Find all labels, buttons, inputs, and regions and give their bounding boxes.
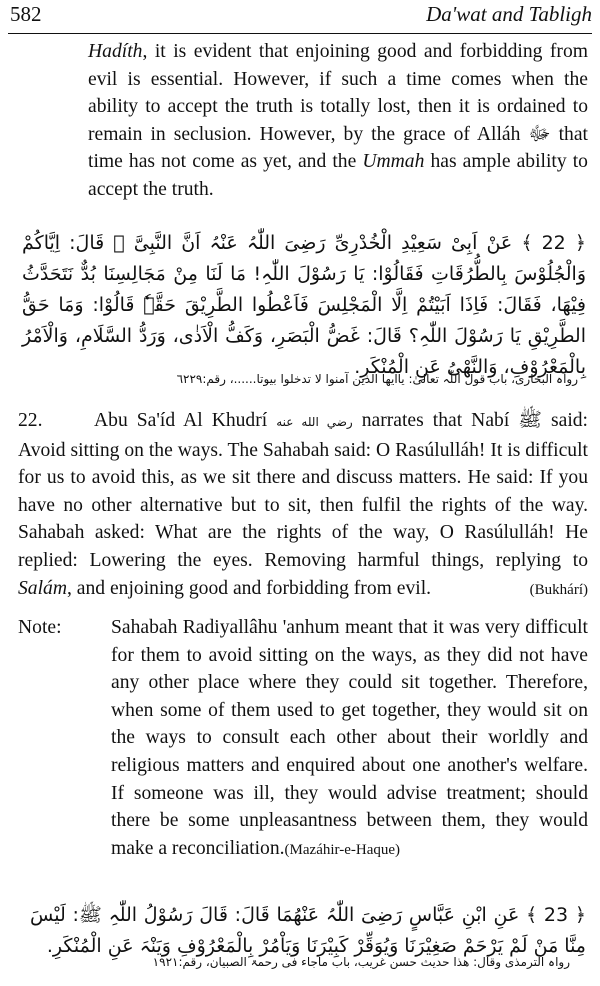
intro-text-1: , it is evident that enjoining good and forbidding from evil is essential. However, if such a time comes when the ability to accept the truth is totally lost, then it is ordained to remain in seclusion. However, by the grace of Alláh bbox=[88, 41, 588, 145]
note-label: Note: bbox=[18, 617, 62, 638]
note-source: (Mazáhir-e-Haque) bbox=[284, 841, 401, 858]
hadith-23-arabic-text: عَنِ ابْنِ عَبَّاسٍ رَضِیَ اللّٰہُ عَنْھُمَا قَالَ: قَالَ رَسُوْلُ اللّٰہِ ﷺ: لَیْسَ مِنَّا مَنْ لَمْ یَرْحَمْ صَغِیْرَنَا وَیُوَقِّرْ کَبِیْرَنَا وَیَاْمُرْ بِالْمَعْرُوْفِ وَیَنْہَ عَنِ الْمُنْکَرِ. bbox=[30, 904, 586, 957]
hadith-22-arabic bbox=[22, 228, 586, 383]
hadith-23-number-marker: ﴿ 23 ﴾ bbox=[526, 904, 586, 926]
hadith-22-arabic-reference: رواہ البخاری، باب قول اللّٰہ تعالیٰ: یاایھا الذین آمنوا لا تدخلوا بیوتا......، رقم:٦٢٢٩ bbox=[176, 372, 578, 386]
hadith-22-arabic-text: عَنْ اَبِیْ سَعِیْدِ الْخُدْرِیِّ رَضِیَ اللّٰہُ عَنْہُ اَنَّ النَّبِیَّ ﷺ قَالَ: اِیَّاکُمْ وَالْجُلُوْسَ بِالطُّرُقَاتِ فَقَالُوْا: یَا رَسُوْلَ اللّٰہِ! مَا لَنَا مِنْ مَجَالِسِنَا بُدٌّ نَتَحَدَّثُ فِیْھَا، فَقَالَ: فَاِذَا اَبَیْتُمْ اِلَّا الْمَجْلِسَ فَاَعْطُوا الطَّرِیْقَ حَقَّہٗ قَالُوْا: وَمَا حَقُّ الطَّرِیْقِ یَا رَسُوْلَ اللّٰہِ؟ قَالَ: غَضُّ الْبَصَرِ، وَکَفُّ الْاَذٰی، وَرَدُّ السَّلَامِ، وَالْاَمْرُ بِالْمَعْرُوْفِ، وَالنَّھْیُ عَنِ الْمُنْکَرِ. bbox=[22, 232, 586, 378]
hadith-22-number: 22. bbox=[18, 410, 43, 431]
intro-text-3: has ample ability to accept the truth. bbox=[88, 151, 588, 200]
intro-term-ummah: Ummah bbox=[362, 151, 425, 173]
hadith-22-text-1: Abu Sa'íd Al Khudrí bbox=[94, 410, 277, 431]
hadith-23-arabic bbox=[30, 900, 586, 962]
salallahu-symbol: ﷺ bbox=[518, 410, 542, 431]
hadith-22-translation bbox=[18, 407, 588, 604]
page-number: 582 bbox=[10, 2, 42, 26]
hadith-22-text-2: narrates that Nabí bbox=[352, 410, 519, 431]
hadith-22-source: (Bukhárí) bbox=[529, 581, 588, 598]
note-block bbox=[18, 614, 588, 864]
header-rule bbox=[8, 33, 592, 34]
hadith-22-text-4: , and enjoining good and forbidding from evil. bbox=[66, 577, 432, 599]
note-text bbox=[111, 614, 588, 864]
intro-term-hadith: Hadíth bbox=[88, 41, 143, 62]
hadith-22-term-salam: Salám bbox=[18, 577, 67, 599]
hadith-23-arabic-reference: رواہ الترمذی وقال: ھذا حدیث حسن غریب، باب ماجاء فی رحمۃ الصبیان، رقم:١٩٢١ bbox=[152, 955, 570, 969]
hadith-22-number-marker: ﴿ 22 ﴾ bbox=[521, 232, 586, 254]
intro-text-2: that time has not come as yet, and the bbox=[88, 123, 588, 173]
radiyallahu-anhu-symbol: رضي الله عنه bbox=[276, 415, 353, 429]
running-title: Da'wat and Tabligh bbox=[426, 2, 592, 26]
page-header bbox=[10, 2, 592, 32]
intro-paragraph bbox=[88, 38, 588, 204]
jalla-jalaluhu-symbol: ﷻ bbox=[528, 123, 551, 145]
note-body-text: Sahabah Radiyallâhu 'anhum meant that it was very difficult for them to avoid sitting on the ways, as they did not have any other place where they could sit together. Therefore, when some of them used to get together, they would sit on the ways to consult each other about their worldly and religious matters and enquired about one another's welfare. If someone was ill, they would advise treatment; should there be some unpleasantness between them, they would make a reconciliation. bbox=[111, 617, 588, 859]
hadith-22-text-3: said: Avoid sitting on the ways. The Sahabah said: O Rasúlulláh! It is difficult for us to avoid this, as we sit there and discuss matters. He said: If you have no other alternative but to sit, then fulfil the rights of the way. Sahabah asked: What are the rights of the way, O Rasúlulláh! He replied: Lowering the eyes. Removing harmful things, replying to bbox=[18, 410, 588, 571]
